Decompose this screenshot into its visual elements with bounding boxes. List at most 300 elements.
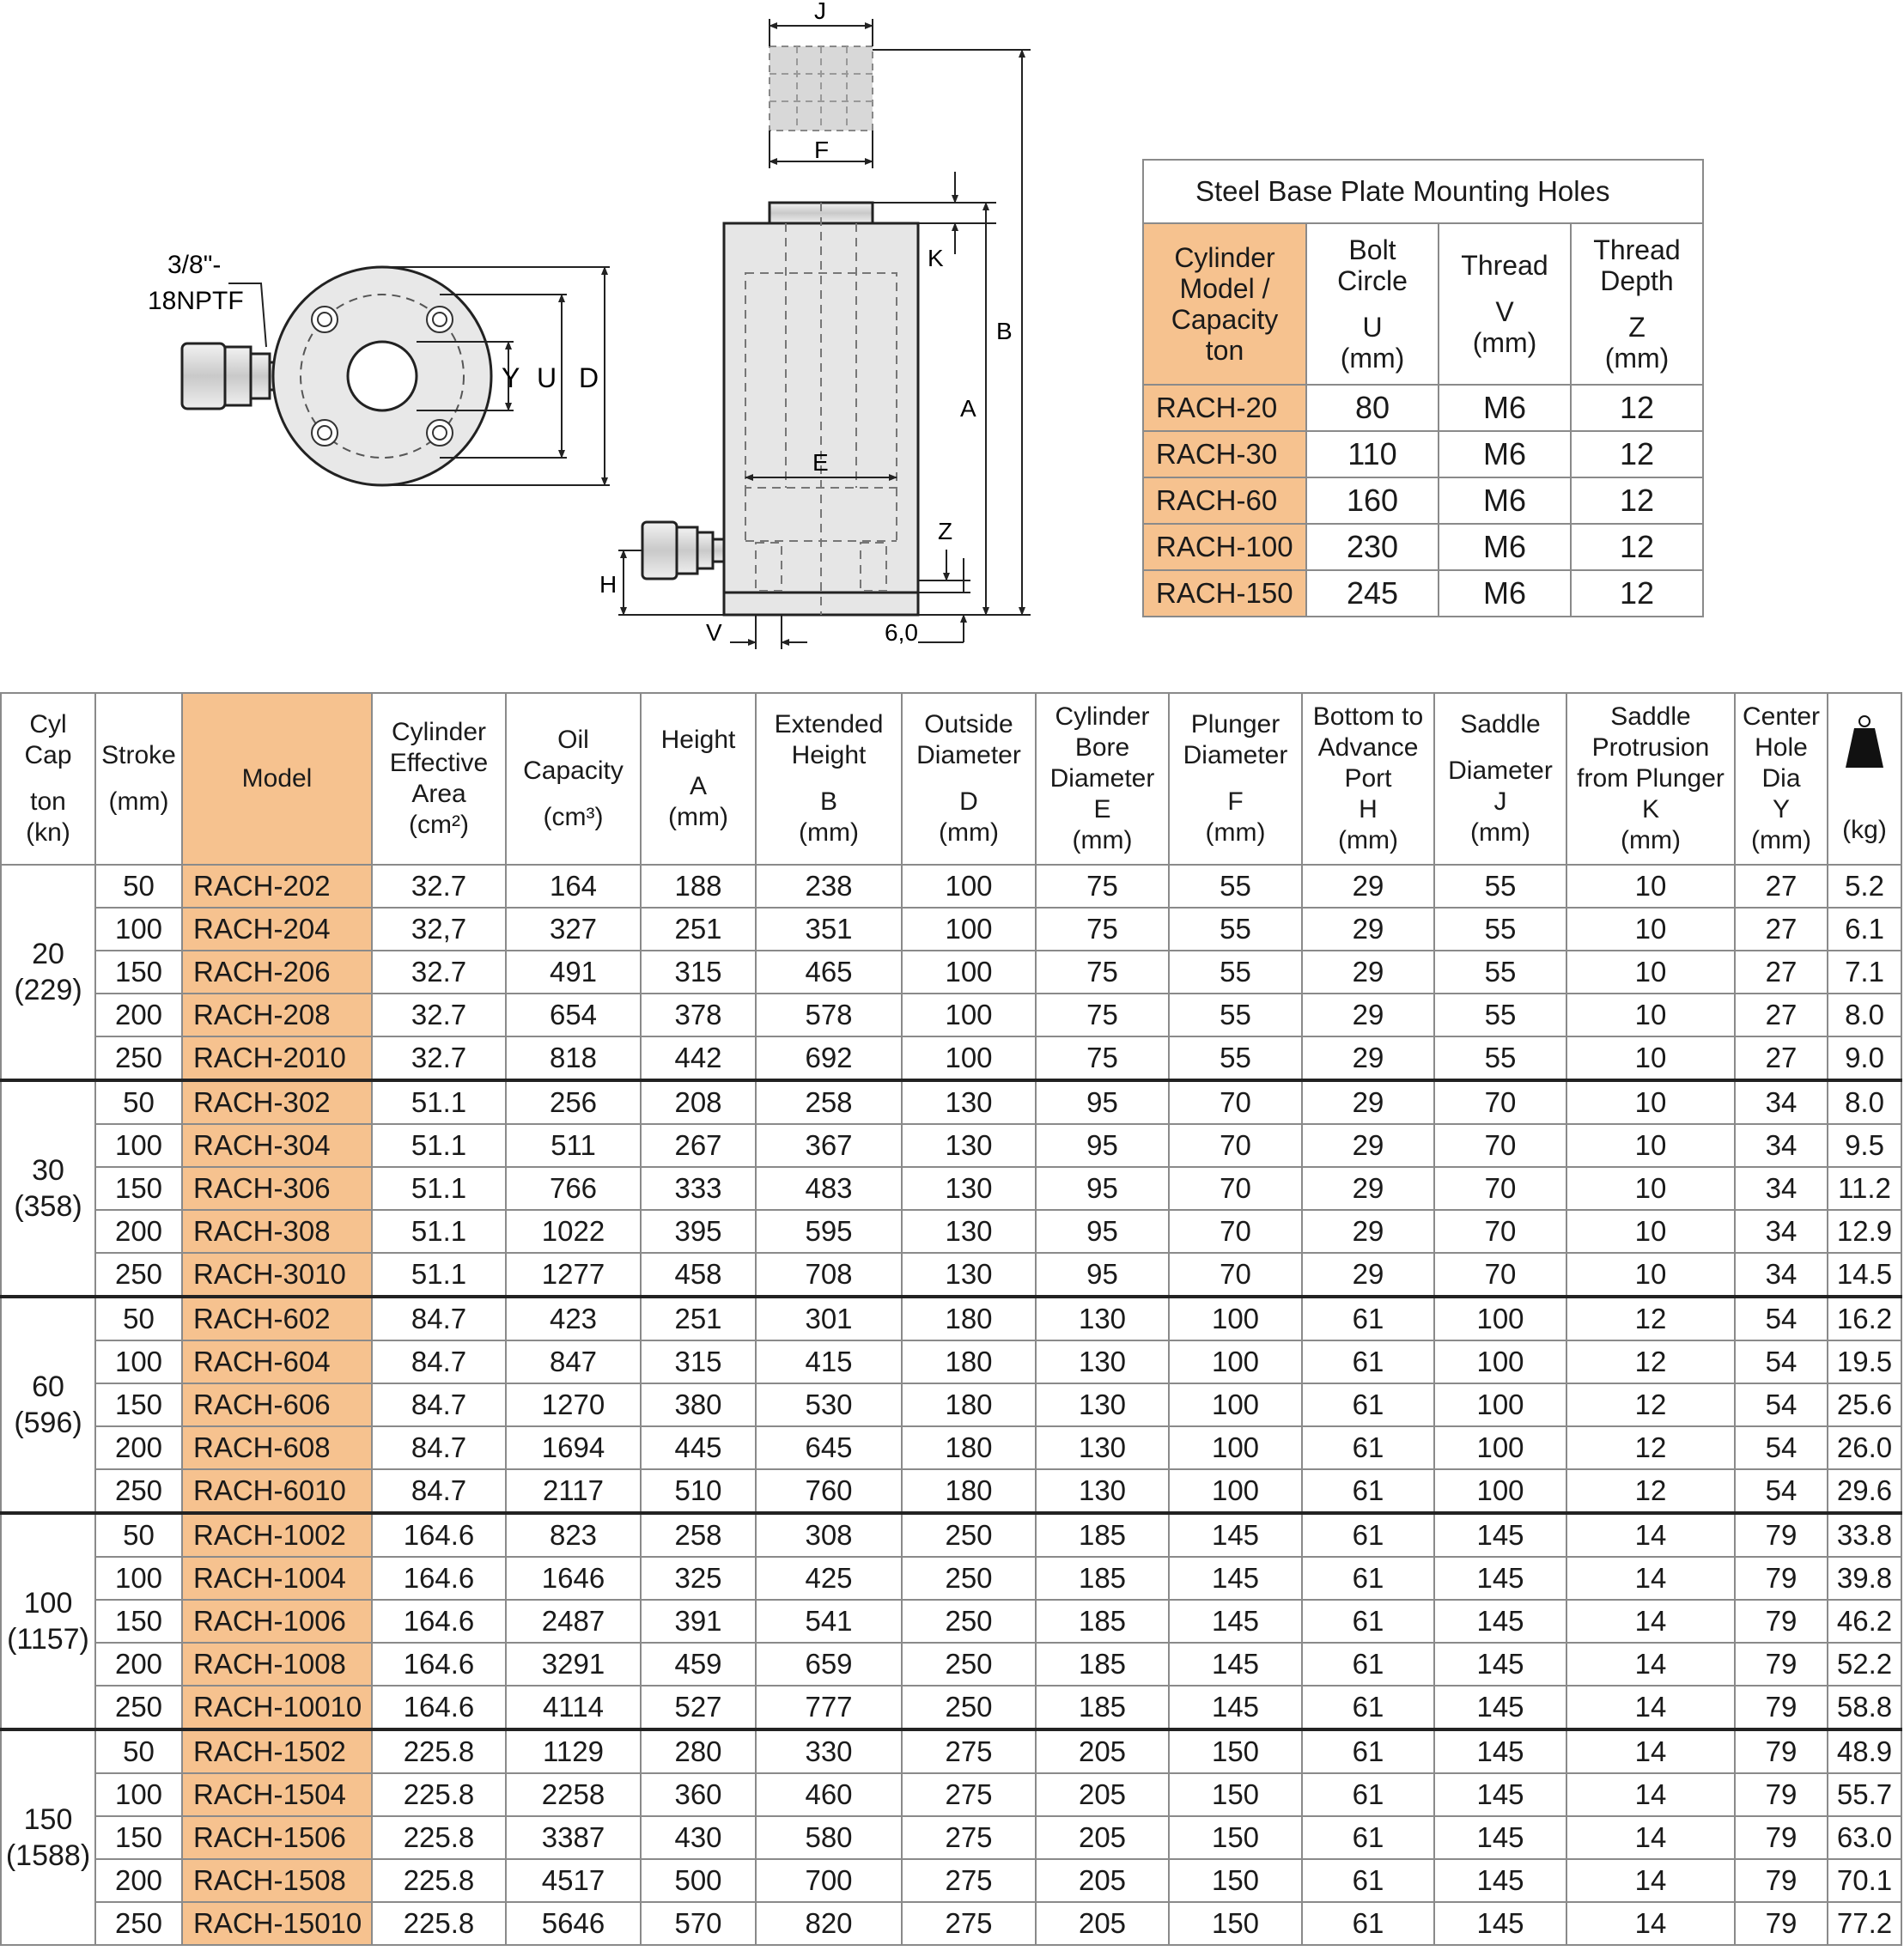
model-cell: RACH-1002: [182, 1513, 372, 1557]
value-cell: 34: [1735, 1253, 1828, 1297]
holes-value-cell: M6: [1439, 385, 1571, 431]
value-cell: 708: [756, 1253, 902, 1297]
value-cell: 8.0: [1828, 994, 1901, 1036]
value-cell: 61: [1302, 1340, 1434, 1383]
table-row: [1, 1859, 1901, 1902]
value-cell: 100: [95, 908, 182, 951]
value-cell: 360: [641, 1773, 756, 1816]
header-oil: [506, 693, 641, 865]
value-cell: 820: [756, 1902, 902, 1945]
value-cell: 445: [641, 1426, 756, 1469]
value-cell: 130: [1036, 1297, 1169, 1340]
value-cell: 500: [641, 1859, 756, 1902]
holes-header-0: [1143, 223, 1306, 385]
header-line: Cap: [24, 741, 72, 769]
value-cell: 55: [1434, 908, 1566, 951]
value-cell: 51.1: [372, 1167, 506, 1210]
value-cell: 325: [641, 1557, 756, 1600]
header-ext: [756, 693, 902, 865]
value-cell: 55: [1434, 951, 1566, 994]
value-cell: 465: [756, 951, 902, 994]
header-line: K: [1641, 795, 1659, 824]
value-cell: 51.1: [372, 1080, 506, 1124]
table-row: [1, 865, 1901, 908]
value-cell: 145: [1434, 1773, 1566, 1816]
top-view-drawing: [148, 251, 610, 485]
value-cell: 29: [1302, 1124, 1434, 1167]
value-cell: 150: [95, 1383, 182, 1426]
value-cell: 9.5: [1828, 1124, 1901, 1167]
value-cell: 570: [641, 1902, 756, 1945]
table-row: [1, 1426, 1901, 1469]
value-cell: 225.8: [372, 1816, 506, 1859]
value-cell: 14: [1566, 1902, 1735, 1945]
value-cell: 75: [1036, 908, 1169, 951]
holes-value-cell: 230: [1306, 524, 1439, 570]
value-cell: 205: [1036, 1859, 1169, 1902]
value-cell: 79: [1735, 1686, 1828, 1729]
value-cell: 54: [1735, 1469, 1828, 1513]
value-cell: 32.7: [372, 994, 506, 1036]
header-line: (mm): [939, 818, 999, 847]
value-cell: 14: [1566, 1513, 1735, 1557]
value-cell: 185: [1036, 1513, 1169, 1557]
header-line: Dia: [1761, 764, 1801, 793]
value-cell: 164: [506, 865, 641, 908]
value-cell: 55: [1169, 908, 1302, 951]
value-cell: 100: [902, 908, 1036, 951]
value-cell: 250: [902, 1600, 1036, 1643]
model-cell: RACH-602: [182, 1297, 372, 1340]
value-cell: 578: [756, 994, 902, 1036]
header-stroke: [95, 693, 182, 865]
value-cell: 100: [1434, 1426, 1566, 1469]
value-cell: 70: [1169, 1253, 1302, 1297]
value-cell: 11.2: [1828, 1167, 1901, 1210]
value-cell: 351: [756, 908, 902, 951]
value-cell: 766: [506, 1167, 641, 1210]
value-cell: 52.2: [1828, 1643, 1901, 1686]
header-line: Saddle: [1460, 710, 1541, 738]
value-cell: 251: [641, 908, 756, 951]
value-cell: 14.5: [1828, 1253, 1901, 1297]
header-line: (mm): [668, 803, 728, 831]
header-line: (mm): [799, 818, 859, 847]
value-cell: 100: [95, 1340, 182, 1383]
table-row: [1, 908, 1901, 951]
holes-row: [1143, 431, 1703, 477]
value-cell: 39.8: [1828, 1557, 1901, 1600]
value-cell: 61: [1302, 1643, 1434, 1686]
value-cell: 79: [1735, 1513, 1828, 1557]
value-cell: 164.6: [372, 1513, 506, 1557]
value-cell: 527: [641, 1686, 756, 1729]
header-line: (mm): [1751, 826, 1811, 854]
header-line: Cyl: [29, 710, 67, 738]
value-cell: 258: [756, 1080, 902, 1124]
model-cell: RACH-202: [182, 865, 372, 908]
value-cell: 315: [641, 1340, 756, 1383]
value-cell: 150: [1169, 1729, 1302, 1773]
header-line: Diameter: [916, 741, 1021, 769]
value-cell: 95: [1036, 1124, 1169, 1167]
value-cell: 95: [1036, 1253, 1169, 1297]
value-cell: 29: [1302, 1036, 1434, 1080]
value-cell: 34: [1735, 1124, 1828, 1167]
weight-icon: [1844, 713, 1885, 773]
value-cell: 150: [1169, 1902, 1302, 1945]
value-cell: 70: [1434, 1124, 1566, 1167]
value-cell: 150: [95, 1816, 182, 1859]
value-cell: 250: [95, 1902, 182, 1945]
value-cell: 188: [641, 865, 756, 908]
value-cell: 50: [95, 1513, 182, 1557]
value-cell: 275: [902, 1859, 1036, 1902]
value-cell: 84.7: [372, 1297, 506, 1340]
value-cell: 10: [1566, 1124, 1735, 1167]
label-v: V: [706, 619, 722, 646]
value-cell: 225.8: [372, 1859, 506, 1902]
value-cell: 10: [1566, 994, 1735, 1036]
value-cell: 61: [1302, 1426, 1434, 1469]
header-line: Capacity: [1171, 304, 1279, 335]
header-line: Thread: [1461, 250, 1548, 281]
value-cell: 185: [1036, 1686, 1169, 1729]
capacity-line: (229): [14, 974, 82, 1006]
value-cell: 250: [902, 1686, 1036, 1729]
value-cell: 145: [1169, 1686, 1302, 1729]
value-cell: 1022: [506, 1210, 641, 1253]
value-cell: 55: [1169, 994, 1302, 1036]
value-cell: 79: [1735, 1859, 1828, 1902]
holes-value-cell: 110: [1306, 431, 1439, 477]
model-cell: RACH-3010: [182, 1253, 372, 1297]
value-cell: 61: [1302, 1686, 1434, 1729]
label-j: J: [814, 0, 826, 24]
value-cell: 12: [1566, 1383, 1735, 1426]
table-row: [1, 1080, 1901, 1124]
value-cell: 1277: [506, 1253, 641, 1297]
table-row: [1, 1729, 1901, 1773]
label-z: Z: [938, 518, 953, 544]
holes-value-cell: M6: [1439, 524, 1571, 570]
value-cell: 79: [1735, 1600, 1828, 1643]
header-line: Capacity: [523, 757, 624, 785]
value-cell: 61: [1302, 1816, 1434, 1859]
model-cell: RACH-306: [182, 1167, 372, 1210]
value-cell: 75: [1036, 951, 1169, 994]
value-cell: 14: [1566, 1859, 1735, 1902]
header-line: Y: [1772, 795, 1790, 824]
label-h: H: [599, 571, 617, 598]
value-cell: 250: [95, 1469, 182, 1513]
value-cell: 423: [506, 1297, 641, 1340]
model-cell: RACH-1506: [182, 1816, 372, 1859]
table-row: [1, 1686, 1901, 1729]
value-cell: 14: [1566, 1686, 1735, 1729]
header-line: Plunger: [1190, 710, 1280, 738]
table-row: [1, 1643, 1901, 1686]
value-cell: 61: [1302, 1859, 1434, 1902]
value-cell: 4517: [506, 1859, 641, 1902]
model-cell: RACH-208: [182, 994, 372, 1036]
model-cell: RACH-10010: [182, 1686, 372, 1729]
header-line: Model /: [1179, 273, 1270, 304]
header-weight: [1828, 693, 1901, 865]
value-cell: 250: [902, 1643, 1036, 1686]
value-cell: 95: [1036, 1210, 1169, 1253]
header-port: [1302, 693, 1434, 865]
value-cell: 225.8: [372, 1902, 506, 1945]
value-cell: 70: [1169, 1167, 1302, 1210]
value-cell: 29.6: [1828, 1469, 1901, 1513]
value-cell: 164.6: [372, 1600, 506, 1643]
header-line: (mm): [108, 787, 169, 816]
value-cell: 12: [1566, 1340, 1735, 1383]
value-cell: 95: [1036, 1167, 1169, 1210]
value-cell: 9.0: [1828, 1036, 1901, 1080]
header-line: Extended: [774, 710, 884, 738]
value-cell: 16.2: [1828, 1297, 1901, 1340]
holes-header-1: [1306, 223, 1439, 385]
value-cell: 12: [1566, 1469, 1735, 1513]
value-cell: 29: [1302, 1080, 1434, 1124]
value-cell: 8.0: [1828, 1080, 1901, 1124]
header-line: Bolt: [1348, 234, 1396, 265]
header-saddle: [1434, 693, 1566, 865]
value-cell: 250: [902, 1557, 1036, 1600]
model-cell: RACH-304: [182, 1124, 372, 1167]
value-cell: 32.7: [372, 1036, 506, 1080]
value-cell: 1646: [506, 1557, 641, 1600]
value-cell: 150: [95, 951, 182, 994]
value-cell: 692: [756, 1036, 902, 1080]
holes-value-cell: 12: [1571, 431, 1703, 477]
value-cell: 70.1: [1828, 1859, 1901, 1902]
value-cell: 250: [95, 1036, 182, 1080]
value-cell: 200: [95, 1426, 182, 1469]
header-line: Thread: [1593, 234, 1681, 265]
value-cell: 267: [641, 1124, 756, 1167]
model-cell: RACH-608: [182, 1426, 372, 1469]
value-cell: 180: [902, 1383, 1036, 1426]
value-cell: 458: [641, 1253, 756, 1297]
value-cell: 75: [1036, 1036, 1169, 1080]
header-line: Bore: [1074, 733, 1130, 762]
value-cell: 150: [95, 1167, 182, 1210]
table-row: [1, 1210, 1901, 1253]
table-row: [1, 951, 1901, 994]
value-cell: 100: [1169, 1340, 1302, 1383]
value-cell: 100: [95, 1773, 182, 1816]
value-cell: 130: [1036, 1426, 1169, 1469]
value-cell: 250: [902, 1513, 1036, 1557]
value-cell: 10: [1566, 1167, 1735, 1210]
header-height: [641, 693, 756, 865]
value-cell: 391: [641, 1600, 756, 1643]
holes-row: [1143, 570, 1703, 617]
holes-value-cell: 12: [1571, 385, 1703, 431]
value-cell: 200: [95, 1859, 182, 1902]
value-cell: 208: [641, 1080, 756, 1124]
value-cell: 145: [1434, 1513, 1566, 1557]
value-cell: 51.1: [372, 1253, 506, 1297]
header-line: ton: [30, 787, 66, 816]
value-cell: 145: [1169, 1513, 1302, 1557]
header-line: (kn): [26, 818, 70, 847]
value-cell: 225.8: [372, 1773, 506, 1816]
value-cell: 2117: [506, 1469, 641, 1513]
value-cell: 180: [902, 1469, 1036, 1513]
header-line: Height: [791, 741, 867, 769]
value-cell: 275: [902, 1773, 1036, 1816]
header-line: Cylinder: [1174, 242, 1275, 273]
value-cell: 483: [756, 1167, 902, 1210]
value-cell: 100: [902, 865, 1036, 908]
holes-value-cell: 160: [1306, 477, 1439, 524]
value-cell: 79: [1735, 1816, 1828, 1859]
value-cell: 70: [1169, 1210, 1302, 1253]
value-cell: 55: [1169, 865, 1302, 908]
value-cell: 27: [1735, 994, 1828, 1036]
holes-value-cell: 80: [1306, 385, 1439, 431]
value-cell: 32.7: [372, 865, 506, 908]
value-cell: 251: [641, 1297, 756, 1340]
holes-header-2: [1439, 223, 1571, 385]
value-cell: 164.6: [372, 1557, 506, 1600]
header-model: [182, 693, 372, 865]
value-cell: 27: [1735, 865, 1828, 908]
value-cell: 34: [1735, 1210, 1828, 1253]
header-protrusion: [1566, 693, 1735, 865]
label-port-1: 3/8"-: [167, 251, 222, 279]
value-cell: 50: [95, 1297, 182, 1340]
holes-value-cell: M6: [1439, 570, 1571, 617]
header-plunger: [1169, 693, 1302, 865]
label-e: E: [812, 449, 829, 476]
header-line: Model: [241, 764, 313, 793]
value-cell: 61: [1302, 1297, 1434, 1340]
value-cell: 95: [1036, 1080, 1169, 1124]
holes-value-cell: M6: [1439, 477, 1571, 524]
value-cell: 51.1: [372, 1124, 506, 1167]
model-cell: RACH-308: [182, 1210, 372, 1253]
value-cell: 5646: [506, 1902, 641, 1945]
value-cell: 541: [756, 1600, 902, 1643]
value-cell: 200: [95, 1643, 182, 1686]
value-cell: 130: [902, 1080, 1036, 1124]
value-cell: 100: [902, 951, 1036, 994]
table-row: [1, 1340, 1901, 1383]
header-line: (kg): [1842, 815, 1887, 844]
value-cell: 145: [1434, 1686, 1566, 1729]
value-cell: 14: [1566, 1816, 1735, 1859]
value-cell: 12: [1566, 1426, 1735, 1469]
value-cell: 511: [506, 1124, 641, 1167]
model-cell: RACH-204: [182, 908, 372, 951]
model-cell: RACH-1004: [182, 1557, 372, 1600]
value-cell: 100: [1169, 1426, 1302, 1469]
value-cell: 55: [1434, 994, 1566, 1036]
model-cell: RACH-2010: [182, 1036, 372, 1080]
value-cell: 280: [641, 1729, 756, 1773]
value-cell: 205: [1036, 1816, 1169, 1859]
header-line: F: [1227, 787, 1244, 816]
value-cell: 26.0: [1828, 1426, 1901, 1469]
value-cell: 250: [95, 1686, 182, 1729]
value-cell: 29: [1302, 1167, 1434, 1210]
value-cell: 79: [1735, 1729, 1828, 1773]
holes-row: [1143, 477, 1703, 524]
value-cell: 330: [756, 1729, 902, 1773]
value-cell: 777: [756, 1686, 902, 1729]
value-cell: 61: [1302, 1469, 1434, 1513]
header-line: Diameter: [1049, 764, 1155, 793]
header-line: (mm): [1340, 343, 1405, 374]
model-cell: RACH-302: [182, 1080, 372, 1124]
value-cell: 315: [641, 951, 756, 994]
value-cell: 14: [1566, 1729, 1735, 1773]
label-offset: 6,0: [885, 619, 918, 646]
value-cell: 460: [756, 1773, 902, 1816]
value-cell: 415: [756, 1340, 902, 1383]
capacity-line: 20: [32, 938, 64, 970]
value-cell: 55.7: [1828, 1773, 1901, 1816]
value-cell: 19.5: [1828, 1340, 1901, 1383]
value-cell: 10: [1566, 1080, 1735, 1124]
table-row: [1, 1557, 1901, 1600]
value-cell: 760: [756, 1469, 902, 1513]
value-cell: 185: [1036, 1557, 1169, 1600]
value-cell: 70: [1434, 1253, 1566, 1297]
label-u: U: [537, 362, 557, 393]
value-cell: 700: [756, 1859, 902, 1902]
value-cell: 55: [1169, 1036, 1302, 1080]
value-cell: 10: [1566, 865, 1735, 908]
value-cell: 367: [756, 1124, 902, 1167]
table-row: [1, 994, 1901, 1036]
capacity-cell: [1, 1729, 95, 1945]
value-cell: 327: [506, 908, 641, 951]
value-cell: 70: [1434, 1167, 1566, 1210]
value-cell: 205: [1036, 1902, 1169, 1945]
header-line: E: [1093, 795, 1111, 824]
table-row: [1, 1036, 1901, 1080]
holes-header-3: [1571, 223, 1703, 385]
header-line: Hole: [1755, 733, 1808, 762]
header-line: Bottom to: [1312, 702, 1424, 731]
value-cell: 380: [641, 1383, 756, 1426]
table-row: [1, 1469, 1901, 1513]
value-cell: 150: [1169, 1816, 1302, 1859]
value-cell: 130: [902, 1167, 1036, 1210]
value-cell: 61: [1302, 1513, 1434, 1557]
value-cell: 32,7: [372, 908, 506, 951]
value-cell: 14: [1566, 1773, 1735, 1816]
value-cell: 29: [1302, 1253, 1434, 1297]
header-line: H: [1359, 795, 1378, 824]
capacity-cell: [1, 865, 95, 1080]
value-cell: 55: [1434, 1036, 1566, 1080]
header-line: (mm): [1472, 327, 1537, 358]
holes-value-cell: M6: [1439, 431, 1571, 477]
value-cell: 61: [1302, 1557, 1434, 1600]
header-line: ton: [1205, 335, 1244, 366]
value-cell: 54: [1735, 1340, 1828, 1383]
header-line: Center: [1742, 702, 1821, 731]
value-cell: 29: [1302, 994, 1434, 1036]
capacity-line: (596): [14, 1407, 82, 1439]
